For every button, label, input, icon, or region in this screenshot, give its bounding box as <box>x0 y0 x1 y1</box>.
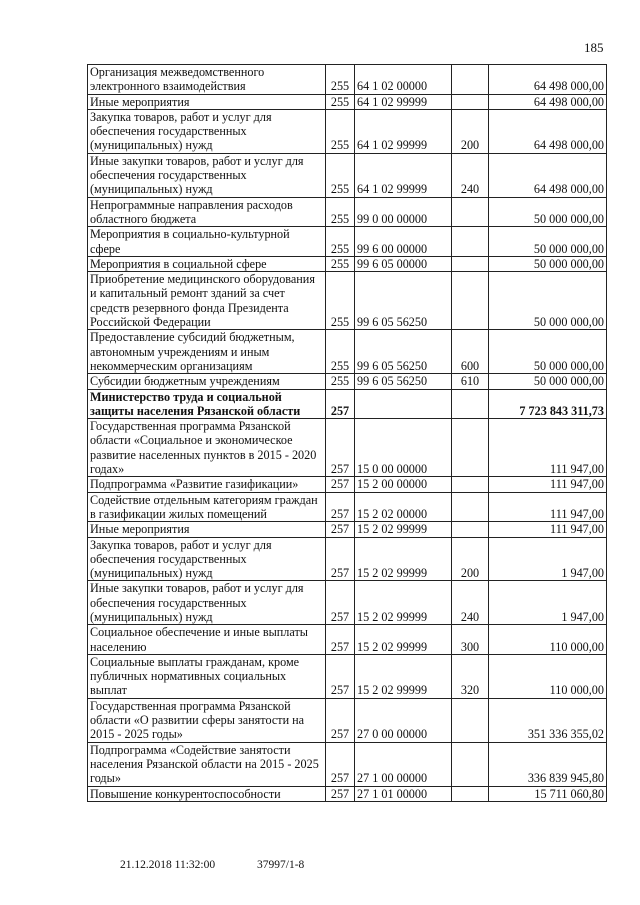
table-row <box>88 153 607 197</box>
budget-table-body <box>88 65 607 802</box>
row-expense-type-cell: 600 <box>452 330 489 374</box>
row-expense-type-cell <box>452 742 489 786</box>
row-name-cell: Мероприятия в социальной сфере <box>88 256 326 271</box>
row-expense-type-cell: 240 <box>452 153 489 197</box>
row-target-article-cell: 15 2 02 99999 <box>355 654 452 698</box>
row-target-article-cell: 15 2 02 99999 <box>355 625 452 655</box>
row-amount-cell: 50 000 000,00 <box>489 256 607 271</box>
row-amount-cell: 336 839 945,80 <box>489 742 607 786</box>
row-expense-type-cell <box>452 492 489 522</box>
row-target-article-cell: 15 2 02 99999 <box>355 537 452 581</box>
table-row <box>88 389 607 419</box>
row-name-cell: Иные закупки товаров, работ и услуг для обеспечения государственных (муниципальных) нужд <box>88 581 326 625</box>
row-department-code-cell: 257 <box>326 537 355 581</box>
row-expense-type-cell: 300 <box>452 625 489 655</box>
row-expense-type-cell <box>452 698 489 742</box>
row-amount-cell: 50 000 000,00 <box>489 330 607 374</box>
row-target-article-cell: 27 1 01 00000 <box>355 786 452 801</box>
row-department-code-cell: 255 <box>326 272 355 330</box>
row-expense-type-cell <box>452 522 489 537</box>
row-department-code-cell: 255 <box>326 197 355 227</box>
row-expense-type-cell <box>452 389 489 419</box>
row-target-article-cell: 64 1 02 99999 <box>355 109 452 153</box>
row-amount-cell: 50 000 000,00 <box>489 374 607 389</box>
row-amount-cell: 111 947,00 <box>489 522 607 537</box>
row-amount-cell: 64 498 000,00 <box>489 109 607 153</box>
row-amount-cell: 110 000,00 <box>489 654 607 698</box>
table-row <box>88 374 607 389</box>
table-row <box>88 227 607 257</box>
row-amount-cell: 110 000,00 <box>489 625 607 655</box>
row-expense-type-cell: 320 <box>452 654 489 698</box>
row-amount-cell: 64 498 000,00 <box>489 94 607 109</box>
row-department-code-cell: 257 <box>326 419 355 477</box>
table-row <box>88 698 607 742</box>
row-target-article-cell: 27 1 00 00000 <box>355 742 452 786</box>
table-row <box>88 742 607 786</box>
row-amount-cell: 64 498 000,00 <box>489 153 607 197</box>
row-department-code-cell: 257 <box>326 698 355 742</box>
row-target-article-cell: 99 6 00 00000 <box>355 227 452 257</box>
table-row <box>88 522 607 537</box>
row-expense-type-cell <box>452 256 489 271</box>
row-expense-type-cell: 200 <box>452 109 489 153</box>
row-department-code-cell: 257 <box>326 786 355 801</box>
table-row <box>88 537 607 581</box>
row-amount-cell: 111 947,00 <box>489 419 607 477</box>
row-name-cell: Предоставление субсидий бюджетным, автономным учреждениям и иным некоммерческим организациям <box>88 330 326 374</box>
row-department-code-cell: 257 <box>326 654 355 698</box>
row-name-cell: Организация межведомственного электронного взаимодействия <box>88 65 326 95</box>
page-number: 185 <box>584 40 604 55</box>
row-department-code-cell: 255 <box>326 109 355 153</box>
footer-document-number: 37997/1-8 <box>257 859 305 871</box>
row-department-code-cell: 255 <box>326 330 355 374</box>
row-target-article-cell: 27 0 00 00000 <box>355 698 452 742</box>
row-name-cell: Подпрограмма «Развитие газификации» <box>88 477 326 492</box>
table-row <box>88 492 607 522</box>
row-amount-cell: 1 947,00 <box>489 581 607 625</box>
row-target-article-cell: 15 2 02 99999 <box>355 522 452 537</box>
table-row <box>88 330 607 374</box>
row-name-cell: Социальное обеспечение и иные выплаты населению <box>88 625 326 655</box>
row-target-article-cell: 64 1 02 99999 <box>355 94 452 109</box>
row-department-code-cell: 257 <box>326 581 355 625</box>
row-department-code-cell: 257 <box>326 477 355 492</box>
row-target-article-cell: 15 2 00 00000 <box>355 477 452 492</box>
row-name-cell: Иные мероприятия <box>88 522 326 537</box>
row-department-code-cell: 257 <box>326 625 355 655</box>
row-name-cell: Министерство труда и социальной защиты населения Рязанской области <box>88 389 326 419</box>
row-department-code-cell: 255 <box>326 256 355 271</box>
row-amount-cell: 351 336 355,02 <box>489 698 607 742</box>
row-department-code-cell: 257 <box>326 389 355 419</box>
row-name-cell: Государственная программа Рязанской области «Социальное и экономическое развитие населенных пунктов в 2015 - 2020 годах» <box>88 419 326 477</box>
row-target-article-cell: 15 2 02 99999 <box>355 581 452 625</box>
row-name-cell: Закупка товаров, работ и услуг для обеспечения государственных (муниципальных) нужд <box>88 537 326 581</box>
table-row <box>88 272 607 330</box>
row-department-code-cell: 257 <box>326 742 355 786</box>
table-row <box>88 477 607 492</box>
row-name-cell: Мероприятия в социально-культурной сфере <box>88 227 326 257</box>
row-expense-type-cell: 200 <box>452 537 489 581</box>
row-expense-type-cell <box>452 786 489 801</box>
row-expense-type-cell: 610 <box>452 374 489 389</box>
row-expense-type-cell <box>452 65 489 95</box>
row-expense-type-cell <box>452 227 489 257</box>
row-department-code-cell: 255 <box>326 65 355 95</box>
row-name-cell: Непрограммные направления расходов областного бюджета <box>88 197 326 227</box>
row-target-article-cell: 99 6 05 00000 <box>355 256 452 271</box>
row-name-cell: Социальные выплаты гражданам, кроме публичных нормативных социальных выплат <box>88 654 326 698</box>
row-name-cell: Субсидии бюджетным учреждениям <box>88 374 326 389</box>
table-row <box>88 625 607 655</box>
row-target-article-cell: 15 2 02 00000 <box>355 492 452 522</box>
row-target-article-cell: 64 1 02 00000 <box>355 65 452 95</box>
table-row <box>88 65 607 95</box>
row-target-article-cell: 64 1 02 99999 <box>355 153 452 197</box>
row-department-code-cell: 257 <box>326 492 355 522</box>
row-name-cell: Подпрограмма «Содействие занятости населения Рязанской области на 2015 - 2025 годы» <box>88 742 326 786</box>
row-amount-cell: 64 498 000,00 <box>489 65 607 95</box>
row-amount-cell: 50 000 000,00 <box>489 272 607 330</box>
budget-table <box>87 64 607 802</box>
row-department-code-cell: 255 <box>326 374 355 389</box>
row-target-article-cell: 99 6 05 56250 <box>355 374 452 389</box>
row-name-cell: Приобретение медицинского оборудования и капитальный ремонт зданий за счет средств резервного фонда Президента Российской Федерации <box>88 272 326 330</box>
table-row <box>88 256 607 271</box>
row-name-cell: Закупка товаров, работ и услуг для обеспечения государственных (муниципальных) нужд <box>88 109 326 153</box>
row-amount-cell: 50 000 000,00 <box>489 227 607 257</box>
row-target-article-cell: 99 6 05 56250 <box>355 330 452 374</box>
row-expense-type-cell <box>452 272 489 330</box>
row-expense-type-cell <box>452 419 489 477</box>
table-row <box>88 786 607 801</box>
table-row <box>88 94 607 109</box>
row-amount-cell: 50 000 000,00 <box>489 197 607 227</box>
table-row <box>88 419 607 477</box>
row-amount-cell: 111 947,00 <box>489 492 607 522</box>
footer-timestamp: 21.12.2018 11:32:00 <box>120 859 216 871</box>
row-expense-type-cell <box>452 197 489 227</box>
row-target-article-cell <box>355 389 452 419</box>
row-expense-type-cell <box>452 477 489 492</box>
table-row <box>88 654 607 698</box>
row-target-article-cell: 99 6 05 56250 <box>355 272 452 330</box>
table-row <box>88 197 607 227</box>
row-amount-cell: 1 947,00 <box>489 537 607 581</box>
row-name-cell: Повышение конкурентоспособности <box>88 786 326 801</box>
table-row <box>88 581 607 625</box>
row-expense-type-cell: 240 <box>452 581 489 625</box>
row-amount-cell: 111 947,00 <box>489 477 607 492</box>
row-department-code-cell: 255 <box>326 227 355 257</box>
row-name-cell: Государственная программа Рязанской области «О развитии сферы занятости на 2015 - 2025 годы» <box>88 698 326 742</box>
row-name-cell: Иные закупки товаров, работ и услуг для обеспечения государственных (муниципальных) нужд <box>88 153 326 197</box>
row-target-article-cell: 99 0 00 00000 <box>355 197 452 227</box>
row-department-code-cell: 255 <box>326 153 355 197</box>
row-name-cell: Содействие отдельным категориям граждан в газификации жилых помещений <box>88 492 326 522</box>
row-expense-type-cell <box>452 94 489 109</box>
row-amount-cell: 15 711 060,80 <box>489 786 607 801</box>
row-department-code-cell: 257 <box>326 522 355 537</box>
row-target-article-cell: 15 0 00 00000 <box>355 419 452 477</box>
row-department-code-cell: 255 <box>326 94 355 109</box>
row-amount-cell: 7 723 843 311,73 <box>489 389 607 419</box>
table-row <box>88 109 607 153</box>
row-name-cell: Иные мероприятия <box>88 94 326 109</box>
